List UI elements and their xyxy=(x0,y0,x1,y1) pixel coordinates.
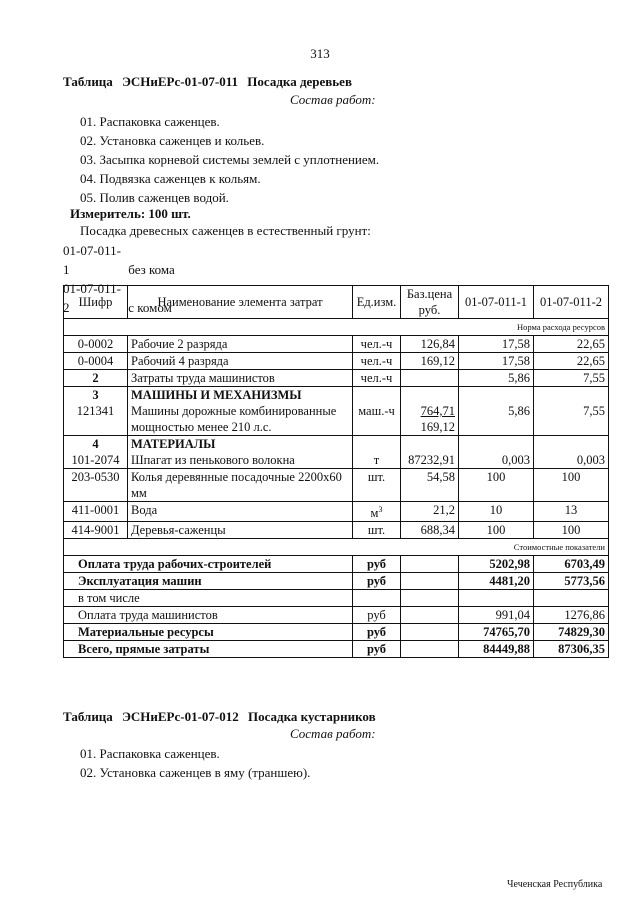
table1-label: Таблица xyxy=(63,74,113,89)
row-price xyxy=(401,387,459,436)
row-name: Затраты труда машинистов xyxy=(128,370,353,387)
cost-v1: 5202,98 xyxy=(459,556,534,573)
table1-subtitle: Состав работ: xyxy=(290,92,376,107)
table1-name: Посадка деревьев xyxy=(247,74,352,89)
page-number: 313 xyxy=(310,46,330,61)
header-unit: Ед.изм. xyxy=(353,286,401,319)
work-item: 01. Распаковка саженцев. xyxy=(80,746,220,761)
row-unit: шт. xyxy=(353,469,401,502)
cost-row xyxy=(64,573,609,590)
variant-text: без кома xyxy=(128,262,175,277)
cost-name: Эксплуатация машин xyxy=(64,573,353,590)
norm-label: Норма расхода ресурсов xyxy=(64,319,609,336)
row-v1: 5,86 xyxy=(459,370,534,387)
row-price: 169,12 xyxy=(401,353,459,370)
measure-unit: Измеритель: 100 шт. xyxy=(70,206,191,221)
row-v2: 100 xyxy=(534,469,609,502)
cost-label: Стоимостные показатели xyxy=(64,539,609,556)
cost-v2: 5773,56 xyxy=(534,573,609,590)
section-number: 3 xyxy=(92,388,99,402)
item-code: 121341 xyxy=(76,404,115,418)
cost-v1: 84449,88 xyxy=(459,641,534,658)
unit-superscript: 3 xyxy=(378,505,383,514)
footer-region: Чеченская Республика xyxy=(507,879,603,890)
row-unit: чел.-ч xyxy=(353,353,401,370)
row-unit: маш.-ч xyxy=(353,387,401,436)
row-code: 414-9001 xyxy=(64,522,128,539)
row-name xyxy=(128,387,353,436)
cost-v2: 1276,86 xyxy=(534,607,609,624)
work-item: 05. Полив саженцев водой. xyxy=(80,190,229,205)
work-item: 01. Распаковка саженцев. xyxy=(80,114,220,129)
header-code: Шифр xyxy=(64,286,128,319)
cost-price xyxy=(401,590,459,607)
section-code xyxy=(64,387,128,436)
cost-row xyxy=(64,556,609,573)
row-unit: т xyxy=(353,436,401,469)
cost-v2: 6703,49 xyxy=(534,556,609,573)
row-v2: 22,65 xyxy=(534,353,609,370)
cost-row xyxy=(64,590,609,607)
resource-table xyxy=(63,285,609,658)
work-item: 03. Засыпка корневой системы землей с уплотнением. xyxy=(80,152,380,167)
row-name: Вода xyxy=(128,502,353,522)
table-row xyxy=(64,436,609,469)
row-unit: чел.-ч xyxy=(353,336,401,353)
item-name: Машины дорожные комбинированные мощностью менее 210 л.с. xyxy=(131,404,337,434)
cost-v1: 4481,20 xyxy=(459,573,534,590)
row-v2: 7,55 xyxy=(534,387,609,436)
section-heading: МАТЕРИАЛЫ xyxy=(131,437,216,451)
cost-price xyxy=(401,641,459,658)
table1-code: ЭСНиЕРс-01-07-011 xyxy=(122,74,239,89)
price-secondary: 169,12 xyxy=(420,420,455,434)
cost-v2 xyxy=(534,590,609,607)
cost-v2: 74829,30 xyxy=(534,624,609,641)
item-code: 101-2074 xyxy=(71,453,120,467)
cost-v1: 991,04 xyxy=(459,607,534,624)
header-name: Наименование элемента затрат xyxy=(128,286,353,319)
row-v1: 0,003 xyxy=(459,436,534,469)
row-v2: 22,65 xyxy=(534,336,609,353)
row-v2: 7,55 xyxy=(534,370,609,387)
header-col1: 01-07-011-1 xyxy=(459,286,534,319)
cost-unit: руб xyxy=(353,607,401,624)
row-v1: 100 xyxy=(459,469,534,502)
cost-v1 xyxy=(459,590,534,607)
cost-name: Оплата труда машинистов xyxy=(64,607,353,624)
cost-row xyxy=(64,624,609,641)
row-v1: 100 xyxy=(459,522,534,539)
cost-unit: руб xyxy=(353,573,401,590)
row-name: Деревья-саженцы xyxy=(128,522,353,539)
row-v2: 100 xyxy=(534,522,609,539)
table-row xyxy=(64,336,609,353)
cost-price xyxy=(401,573,459,590)
table1-title xyxy=(63,74,358,90)
row-code: 0-0004 xyxy=(64,353,128,370)
row-price xyxy=(401,370,459,387)
row-code: 203-0530 xyxy=(64,469,128,502)
cost-price xyxy=(401,624,459,641)
variant-text: с комом xyxy=(128,300,172,315)
unit-text: м xyxy=(370,506,379,521)
table2-subtitle: Состав работ: xyxy=(290,726,376,741)
section-heading: МАШИНЫ И МЕХАНИЗМЫ xyxy=(131,388,302,402)
cost-name: Материальные ресурсы xyxy=(64,624,353,641)
price-main: 764,71 xyxy=(420,404,455,418)
row-v2: 13 xyxy=(534,502,609,522)
table2-works-list xyxy=(80,744,310,782)
work-item: 02. Установка саженцев и кольев. xyxy=(80,133,265,148)
row-unit: чел.-ч xyxy=(353,370,401,387)
cost-price xyxy=(401,607,459,624)
cost-unit xyxy=(353,590,401,607)
table2-code: ЭСНиЕРс-01-07-012 xyxy=(122,709,239,724)
table2-name: Посадка кустарников xyxy=(248,709,376,724)
cost-unit: руб xyxy=(353,624,401,641)
cost-v1: 74765,70 xyxy=(459,624,534,641)
row-code: 411-0001 xyxy=(64,502,128,522)
row-name xyxy=(128,436,353,469)
row-price: 126,84 xyxy=(401,336,459,353)
work-item: 02. Установка саженцев в яму (траншею). xyxy=(80,765,311,780)
variant-code: 01-07-011-1 xyxy=(63,243,122,277)
variant-code: 01-07-011-2 xyxy=(63,281,122,315)
row-v1: 5,86 xyxy=(459,387,534,436)
row-price: 21,2 xyxy=(401,502,459,522)
row-price: 87232,91 xyxy=(401,436,459,469)
table-row xyxy=(64,469,609,502)
row-price: 688,34 xyxy=(401,522,459,539)
variant-item xyxy=(63,241,175,279)
cost-row xyxy=(64,607,609,624)
planting-description: Посадка древесных саженцев в естественный грунт: xyxy=(80,223,371,238)
row-v1: 17,58 xyxy=(459,336,534,353)
header-price: Баз.цена руб. xyxy=(401,286,459,319)
table1-works-list xyxy=(80,112,379,207)
work-item: 04. Подвязка саженцев к кольям. xyxy=(80,171,261,186)
row-unit: шт. xyxy=(353,522,401,539)
row-code: 0-0002 xyxy=(64,336,128,353)
table-row xyxy=(64,387,609,436)
table-row xyxy=(64,353,609,370)
cost-unit: руб xyxy=(353,556,401,573)
row-v1: 17,58 xyxy=(459,353,534,370)
header-col2: 01-07-011-2 xyxy=(534,286,609,319)
table-row xyxy=(64,522,609,539)
section-number: 4 xyxy=(92,437,99,451)
cost-unit: руб xyxy=(353,641,401,658)
row-v1: 10 xyxy=(459,502,534,522)
cost-row xyxy=(64,641,609,658)
cost-name: Всего, прямые затраты xyxy=(64,641,353,658)
row-name: Рабочий 4 разряда xyxy=(128,353,353,370)
row-v2: 0,003 xyxy=(534,436,609,469)
table-row xyxy=(64,502,609,522)
table2-title xyxy=(63,709,382,725)
row-unit xyxy=(353,502,401,522)
cost-name: Оплата труда рабочих-строителей xyxy=(64,556,353,573)
row-code xyxy=(64,436,128,469)
cost-name: в том числе xyxy=(64,590,353,607)
row-price: 54,58 xyxy=(401,469,459,502)
table-row xyxy=(64,370,609,387)
row-code: 2 xyxy=(64,370,128,387)
row-name: Колья деревянные посадочные 2200х60 мм xyxy=(128,469,353,502)
table2-label: Таблица xyxy=(63,709,113,724)
item-name: Шпагат из пенькового волокна xyxy=(131,453,295,467)
cost-v2: 87306,35 xyxy=(534,641,609,658)
cost-price xyxy=(401,556,459,573)
row-name: Рабочие 2 разряда xyxy=(128,336,353,353)
